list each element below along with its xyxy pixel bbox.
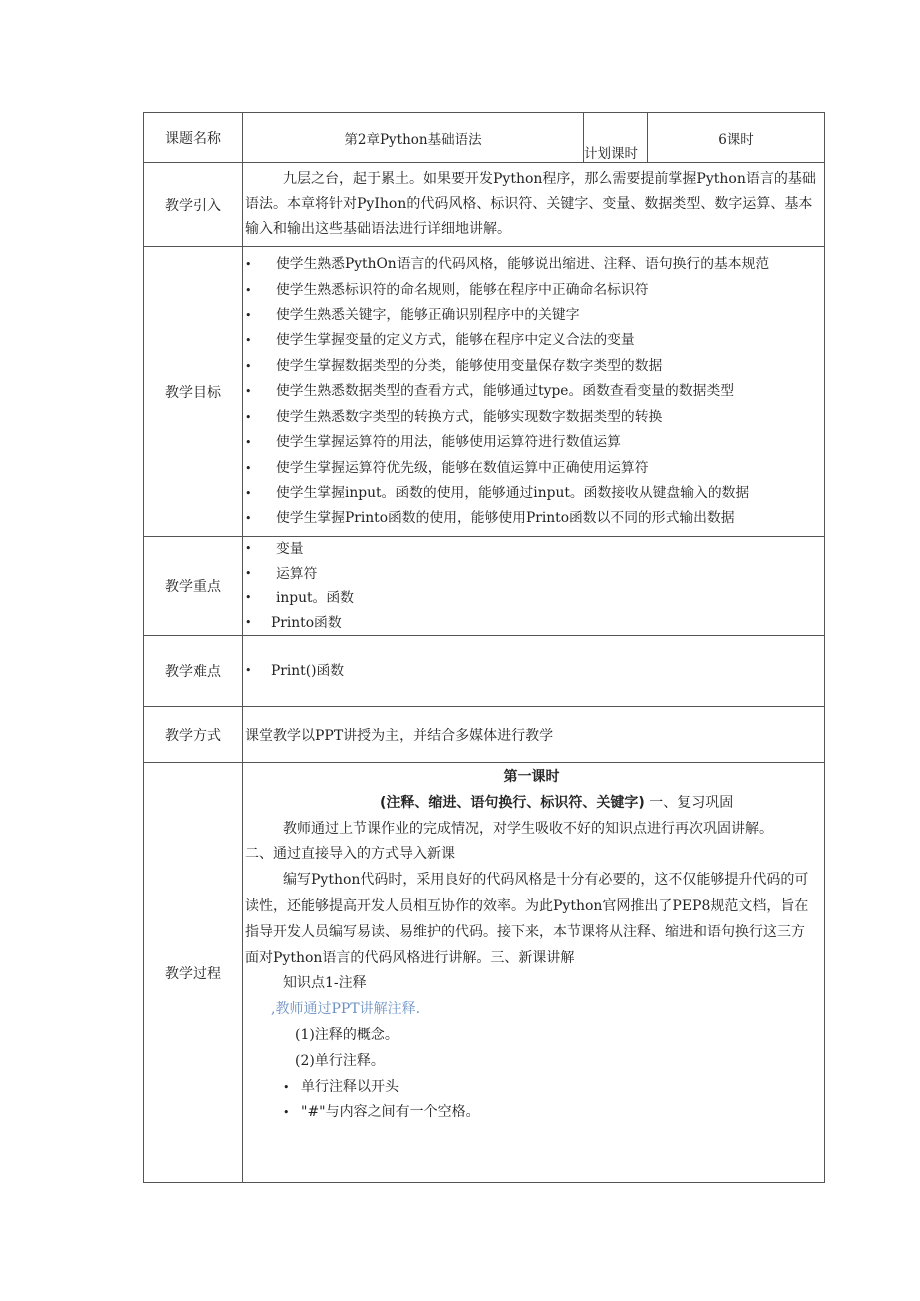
- comment-rule-item: • 单行注释以开头: [245, 1075, 818, 1101]
- review-text: 教师通过上节课作业的完成情况，对学生吸收不好的知识点进行再次巩固讲解。: [283, 820, 773, 837]
- intro-text: 九层之台，起于累土。如果要开发Python程序，那么需要提前掌握Python语言的基础语法。本章将针对PyIhon的代码风格、标识符、关键字、变量、数据类型、数字运算、基本输入和输出这些基础语法进行详细地讲解。: [243, 163, 825, 247]
- course-label: 课题名称: [144, 113, 243, 163]
- difficulty-item: • Print()函数: [243, 659, 824, 684]
- difficulties-list: [243, 659, 824, 684]
- intro-row: [144, 163, 825, 247]
- sub-item-concept: (1)注释的概念。: [295, 1026, 399, 1043]
- goal-item: • 使学生掌握input。函数的使用，能够通过input。函数接收从键盘输入的数据: [243, 481, 824, 506]
- goal-item: • 使学生熟悉PythOn语言的代码风格，能够说出缩进、注释、语句换行的基本规范: [243, 252, 824, 277]
- plan-hours-value: 6课时: [648, 113, 825, 163]
- process-content: [243, 763, 824, 1134]
- goals-label: 教学目标: [144, 247, 243, 537]
- comment-rule-item: • "#"与内容之间有一个空格。: [245, 1100, 818, 1126]
- goal-item: • 使学生熟悉数字类型的转换方式，能够实现数字数据类型的转换: [243, 405, 824, 430]
- process-label: 教学过程: [144, 763, 243, 1183]
- sub-item-single-line: (2)单行注释。: [295, 1052, 385, 1069]
- key-point-item: • 变量: [243, 537, 824, 562]
- key-points-cell: [243, 537, 825, 636]
- course-row: [144, 113, 825, 163]
- new-lesson-heading: 三、新课讲解: [490, 949, 575, 966]
- method-label: 教学方式: [144, 707, 243, 763]
- process-row: [144, 763, 825, 1183]
- goal-item: • 使学生掌握运算符的用法，能够使用运算符进行数值运算: [243, 430, 824, 455]
- course-title: 第2章Python基础语法: [243, 113, 584, 163]
- knowledge-point: 知识点1-注释: [283, 975, 367, 992]
- key-points-list: [243, 537, 824, 635]
- key-points-label: 教学重点: [144, 537, 243, 636]
- lesson-topics: (注释、缩进、语句换行、标识符、关键字): [380, 794, 645, 811]
- goal-item: • 使学生掌握数据类型的分类，能够使用变量保存数字类型的数据: [243, 354, 824, 379]
- plan-hours-label: 计划课时: [584, 113, 648, 163]
- key-point-item: • Printo函数: [243, 611, 824, 636]
- goal-item: • 使学生掌握运算符优先级，能够在数值运算中正确使用运算符: [243, 456, 824, 481]
- method-text: 课堂教学以PPT讲授为主，并结合多媒体进行教学: [243, 707, 825, 763]
- key-point-item: • 运算符: [243, 562, 824, 587]
- import-heading: 二、通过直接导入的方式导入新课: [245, 846, 455, 863]
- lesson-topics-line: [245, 791, 818, 817]
- intro-label: 教学引入: [144, 163, 243, 247]
- teacher-note: ,教师通过PPT讲解注释.: [271, 1001, 421, 1018]
- goal-item: • 使学生熟悉标识符的命名规则，能够在程序中正确命名标识符: [243, 278, 824, 303]
- goal-item: • 使学生掌握Printo函数的使用，能够使用Printo函数以不同的形式输出数据: [243, 506, 824, 531]
- import-text-block: [245, 868, 818, 971]
- goal-item: • 使学生熟悉数据类型的查看方式，能够通过type。函数查看变量的数据类型: [243, 379, 824, 404]
- lesson-title: 第一课时: [503, 769, 560, 785]
- key-points-row: [144, 537, 825, 636]
- goals-list: [243, 252, 824, 531]
- method-row: [144, 707, 825, 763]
- key-point-item: • input。函数: [243, 586, 824, 611]
- process-cell: [243, 763, 825, 1183]
- goals-row: [144, 247, 825, 537]
- goal-item: • 使学生熟悉关键字，能够正确识别程序中的关键字: [243, 303, 824, 328]
- difficulties-cell: [243, 636, 825, 707]
- difficulties-label: 教学难点: [144, 636, 243, 707]
- goal-item: • 使学生掌握变量的定义方式，能够在程序中定义合法的变量: [243, 328, 824, 353]
- difficulties-row: [144, 636, 825, 707]
- goals-cell: [243, 247, 825, 537]
- import-text: 编写Python代码时，采用良好的代码风格是十分有必要的，这不仅能够提升代码的可读性，还能够提高开发人员相互协作的效率。为此Python官网推出了PEP8规范文档，旨在指导开发人员编写易读、易维护的代码。接下来，本节课将从注释、缩进和语句换行这三方面对Python语言的代码风格进行讲解。: [245, 872, 809, 966]
- lesson-plan-table: [143, 112, 825, 1183]
- review-heading: 一、复习巩固: [649, 794, 734, 811]
